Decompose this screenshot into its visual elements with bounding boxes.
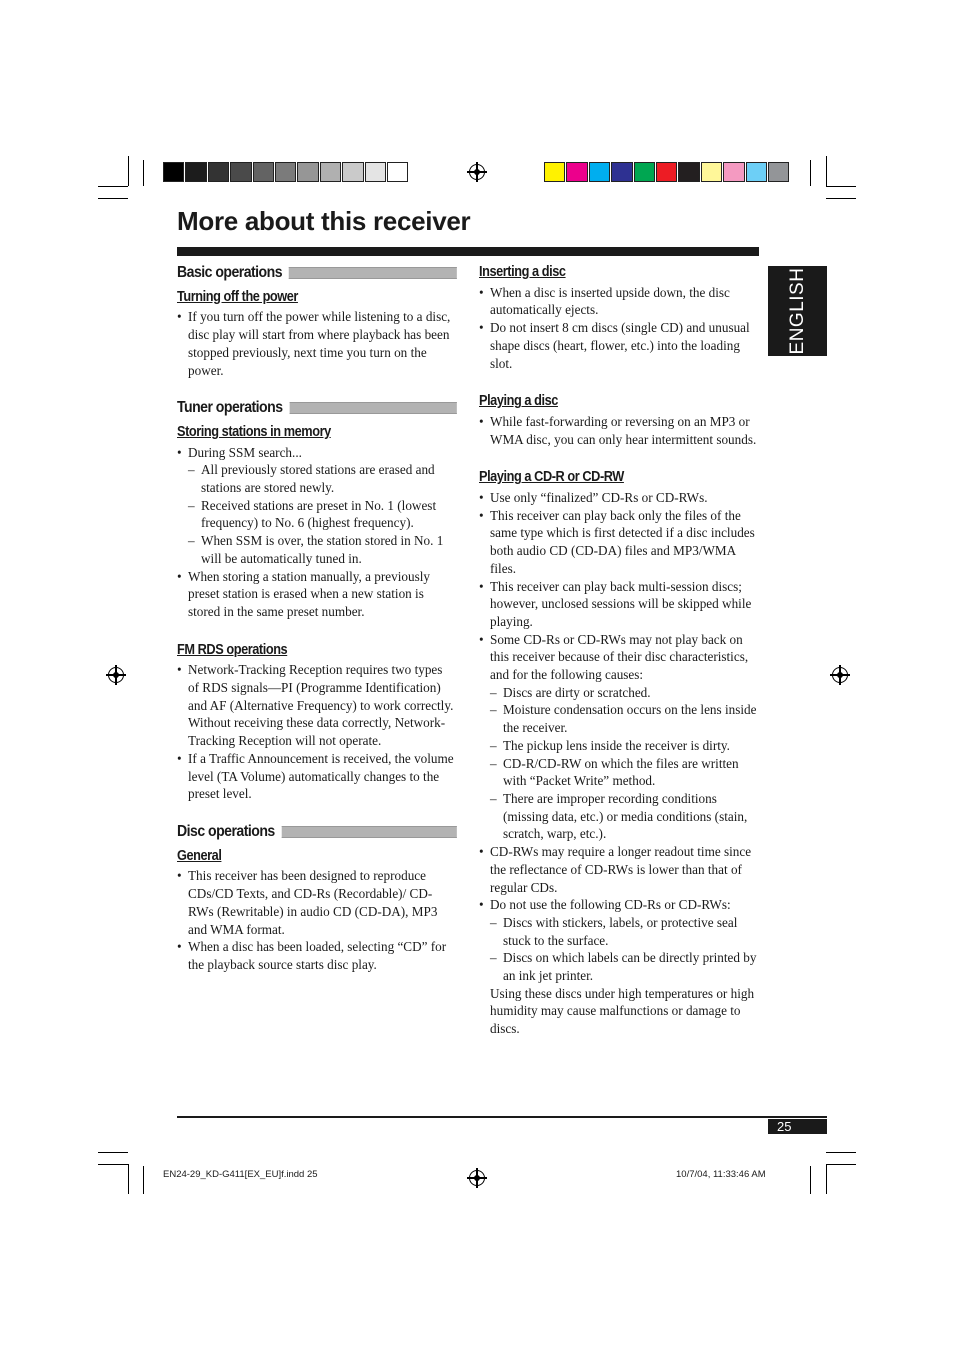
list-item: – Moisture condensation occurs on the lens inside the receiver. (479, 701, 761, 736)
title-rule (177, 247, 759, 256)
subheading-fm-rds: FM RDS operations (177, 641, 288, 658)
grayscale-color-bar (163, 162, 409, 182)
subheading-inserting-disc: Inserting a disc (479, 264, 566, 280)
list-item: – The pickup lens inside the receiver is dirty. (479, 737, 761, 755)
list-item: • This receiver can play back multi-session discs; however, unclosed sessions will be skipped while playing. (479, 578, 761, 631)
crop-mark (810, 1166, 811, 1194)
registration-mark-icon (469, 164, 485, 180)
list-item: • Use only “finalized” CD-Rs or CD-RWs. (479, 489, 761, 507)
list-item: • When storing a station manually, a previously preset station is erased when a new station is stored in the same preset number. (177, 568, 456, 621)
crop-mark (826, 1164, 856, 1165)
list-item: • During SSM search... (177, 444, 456, 462)
crop-mark (128, 156, 129, 186)
grayscale-swatch (387, 162, 408, 182)
grayscale-swatch (185, 162, 206, 182)
crop-mark (826, 198, 856, 199)
registration-mark-icon (108, 667, 124, 683)
language-tab-label: ENGLISH (786, 267, 808, 355)
list-item: – Received stations are preset in No. 1 (lowest frequency) to No. 6 (highest frequency). (177, 497, 456, 532)
grayscale-swatch (163, 162, 184, 182)
process-swatch (678, 162, 699, 182)
grayscale-swatch (342, 162, 363, 182)
subheading-playing-cdr: Playing a CD-R or CD-RW (479, 469, 624, 486)
section-heading-tuner: Tuner operations (177, 399, 457, 417)
list-item: – CD-R/CD-RW on which the files are written with “Packet Write” method. (479, 755, 761, 790)
grayscale-swatch (230, 162, 251, 182)
list-item: • Do not insert 8 cm discs (single CD) and unusual shape discs (heart, flower, etc.) into the loading slot. (479, 319, 761, 372)
list-item: • If a Traffic Announcement is received, the volume level (TA Volume) automatically changes to the preset level. (177, 750, 456, 803)
subheading-turning-off: Turning off the power (177, 288, 298, 305)
process-swatch (611, 162, 632, 182)
list-item: – Discs with stickers, labels, or protective seal stuck to the surface. (479, 914, 761, 949)
list-item: • CD-RWs may require a longer readout time since the reflectance of CD-RWs is lower than that of regular CDs. (479, 843, 761, 896)
crop-mark (826, 156, 827, 186)
list-item: • Some CD-Rs or CD-RWs may not play back on this receiver because of their disc characteristics, and for the following causes: (479, 631, 761, 684)
grayscale-swatch (297, 162, 318, 182)
process-swatch (768, 162, 789, 182)
subheading-playing-disc: Playing a disc (479, 393, 558, 410)
process-swatch (589, 162, 610, 182)
list-item: • If you turn off the power while listening to a disc, disc play will start from where playback has been stopped previously, next time you turn on the power. (177, 308, 456, 379)
grayscale-swatch (365, 162, 386, 182)
process-swatch (723, 162, 744, 182)
page-number-box (768, 1119, 827, 1134)
list-item: – Discs on which labels can be directly printed by an ink jet printer. (479, 949, 761, 984)
footer-timestamp: 10/7/04, 11:33:46 AM (676, 1169, 766, 1180)
crop-mark (826, 186, 856, 187)
grayscale-swatch (275, 162, 296, 182)
list-item: • This receiver has been designed to reproduce CDs/CD Texts, and CD-Rs (Recordable)/ CD-RWs (Rewritable) in audio CD (CD-DA), MP3 and WMA format. (177, 867, 456, 938)
process-color-bar (544, 162, 790, 182)
crop-mark (810, 160, 811, 186)
crop-mark (826, 1152, 856, 1153)
subheading-storing-stations: Storing stations in memory (177, 423, 331, 440)
page-number: 25 (777, 1119, 792, 1134)
list-item: • When a disc has been loaded, selecting “CD” for the playback source starts disc play. (177, 938, 456, 973)
list-item: • Network-Tracking Reception requires two types of RDS signals—PI (Programme Identification) and AF (Alternative Frequency) to work correctly. Without receiving these data correctly, Network-Tracking Reception will not operate. (177, 661, 456, 750)
crop-mark (98, 198, 128, 199)
registration-mark-icon (832, 667, 848, 683)
left-column (177, 264, 456, 974)
grayscale-swatch (320, 162, 341, 182)
grayscale-swatch (208, 162, 229, 182)
list-item: – Discs are dirty or scratched. (479, 684, 761, 702)
process-swatch (634, 162, 655, 182)
registration-mark-icon (469, 1170, 485, 1186)
list-item: – All previously stored stations are erased and stations are stored newly. (177, 461, 456, 496)
crop-mark (143, 1166, 144, 1194)
section-heading-basic: Basic operations (177, 264, 457, 282)
list-item: • Do not use the following CD-Rs or CD-RWs: (479, 896, 761, 914)
subheading-general: General (177, 847, 222, 864)
crop-mark (98, 1152, 128, 1153)
crop-mark (826, 1164, 827, 1194)
list-item: • While fast-forwarding or reversing on an MP3 or WMA disc, you can only hear intermittent sounds. (479, 413, 761, 448)
list-item: – When SSM is over, the station stored in No. 1 will be automatically tuned in. (177, 532, 456, 567)
crop-mark (98, 186, 128, 187)
list-item-note: Using these discs under high temperatures or high humidity may cause malfunctions or damage to discs. (490, 985, 755, 1037)
page-title: More about this receiver (177, 206, 471, 236)
crop-mark (143, 160, 144, 186)
footer-file-name: EN24-29_KD-G411[EX_EU]f.indd 25 (163, 1169, 318, 1180)
list-item: – There are improper recording conditions (missing data, etc.) or media conditions (stain, scratch, warp, etc.). (479, 790, 761, 843)
list-item: • When a disc is inserted upside down, the disc automatically ejects. (479, 284, 761, 319)
process-swatch (656, 162, 677, 182)
crop-mark (98, 1164, 128, 1165)
section-heading-disc: Disc operations (177, 823, 457, 841)
process-swatch (746, 162, 767, 182)
process-swatch (544, 162, 565, 182)
grayscale-swatch (253, 162, 274, 182)
process-swatch (566, 162, 587, 182)
process-swatch (701, 162, 722, 182)
right-column (479, 263, 761, 1038)
list-item: • This receiver can play back only the files of the same type which is first detected if a disc includes both audio CD (CD-DA) files and MP3/WMA files. (479, 507, 761, 578)
bottom-rule (177, 1116, 827, 1118)
language-tab (768, 266, 827, 356)
crop-mark (128, 1164, 129, 1194)
